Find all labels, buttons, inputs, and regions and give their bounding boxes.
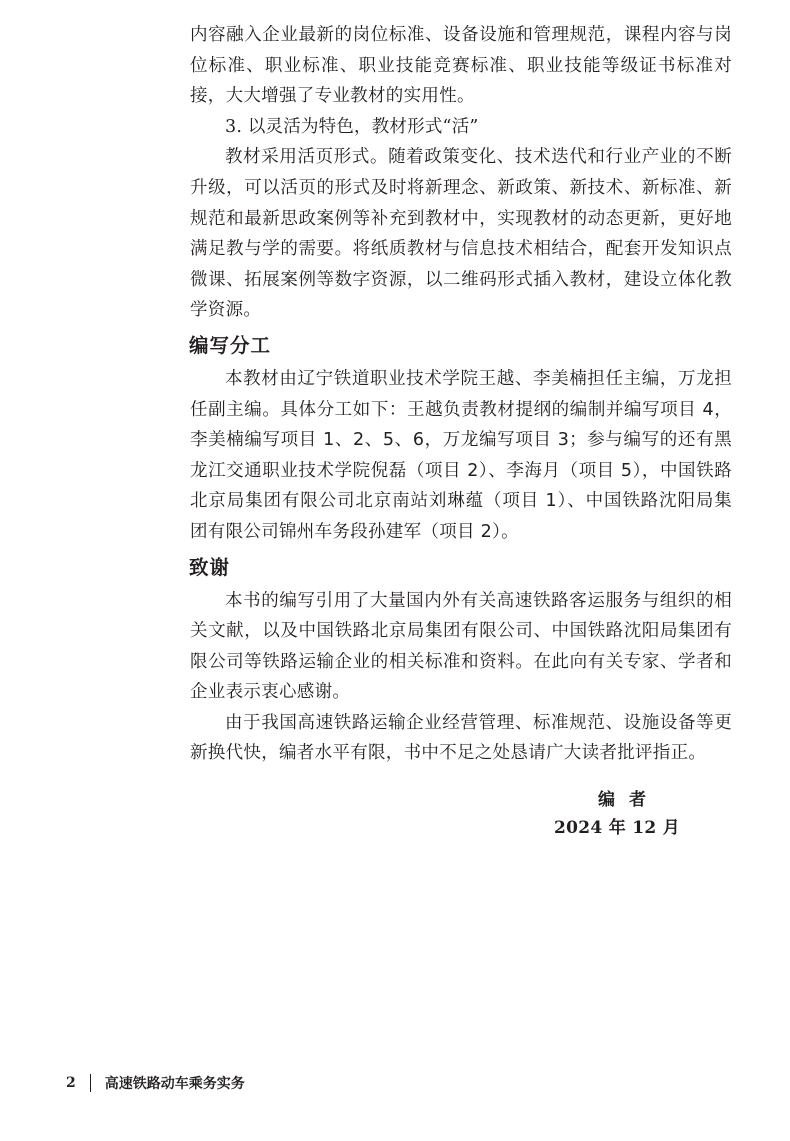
footer-divider [90, 1074, 91, 1092]
paragraph-loose-leaf: 教材采用活页形式。随着政策变化、技术迭代和行业产业的不断升级，可以活页的形式及时将新理念、新政策、新技术、新标准、新规范和最新思政案例等补充到教材中，实现教材的动态更新，更好地满足教与学的需要。将纸质教材与信息技术相结合，配套开发知识点微课、拓展案例等数字资源，以二维码形式插入教材，建设立体化教学资源。 [190, 147, 732, 321]
signature-date: 2024 年 12 月 [553, 818, 680, 838]
subheading-flexible-form: 3. 以灵活为特色，教材形式“活” [225, 116, 479, 137]
heading-thanks: 致谢 [189, 555, 231, 579]
page-footer [66, 1071, 245, 1095]
paragraph-apology: 由于我国高速铁路运输企业经营管理、标准规范、设施设备等更新换代快，编者水平有限，书中不足之处恳请广大读者批评指正。 [190, 712, 732, 764]
signature-name: 编者 [598, 790, 660, 810]
paragraph-authors: 本教材由辽宁铁道职业技术学院王越、李美楠担任主编，万龙担任副主编。具体分工如下：王越负责教材提纲的编制并编写项目 4，李美楠编写项目 1、2、5、6，万龙编写项目 3；参与编写的还有黑龙江交通职业技术学院倪磊（项目 2）、李海月（项目 5），中国铁路北京局集团有限公司北京南站刘琳蕴（项目 1）、中国铁路沈阳局集团有限公司锦州车务段孙建军（项目 2）。 [190, 368, 732, 542]
paragraph-thanks: 本书的编写引用了大量国内外有关高速铁路客运服务与组织的相关文献，以及中国铁路北京局集团有限公司、中国铁路沈阳局集团有限公司等铁路运输企业的相关标准和资料。在此向有关专家、学者和企业表示衷心感谢。 [190, 590, 732, 703]
signature-block [190, 786, 680, 842]
paragraph-curriculum: 内容融入企业最新的岗位标准、设备设施和管理规范，课程内容与岗位标准、职业标准、职业技能竞赛标准、职业技能等级证书标准对接，大大增强了专业教材的实用性。 [190, 25, 732, 107]
page-number: 2 [66, 1075, 76, 1091]
running-title: 高速铁路动车乘务实务 [104, 1076, 245, 1092]
body-text [190, 20, 732, 769]
heading-authors: 编写分工 [189, 333, 272, 357]
